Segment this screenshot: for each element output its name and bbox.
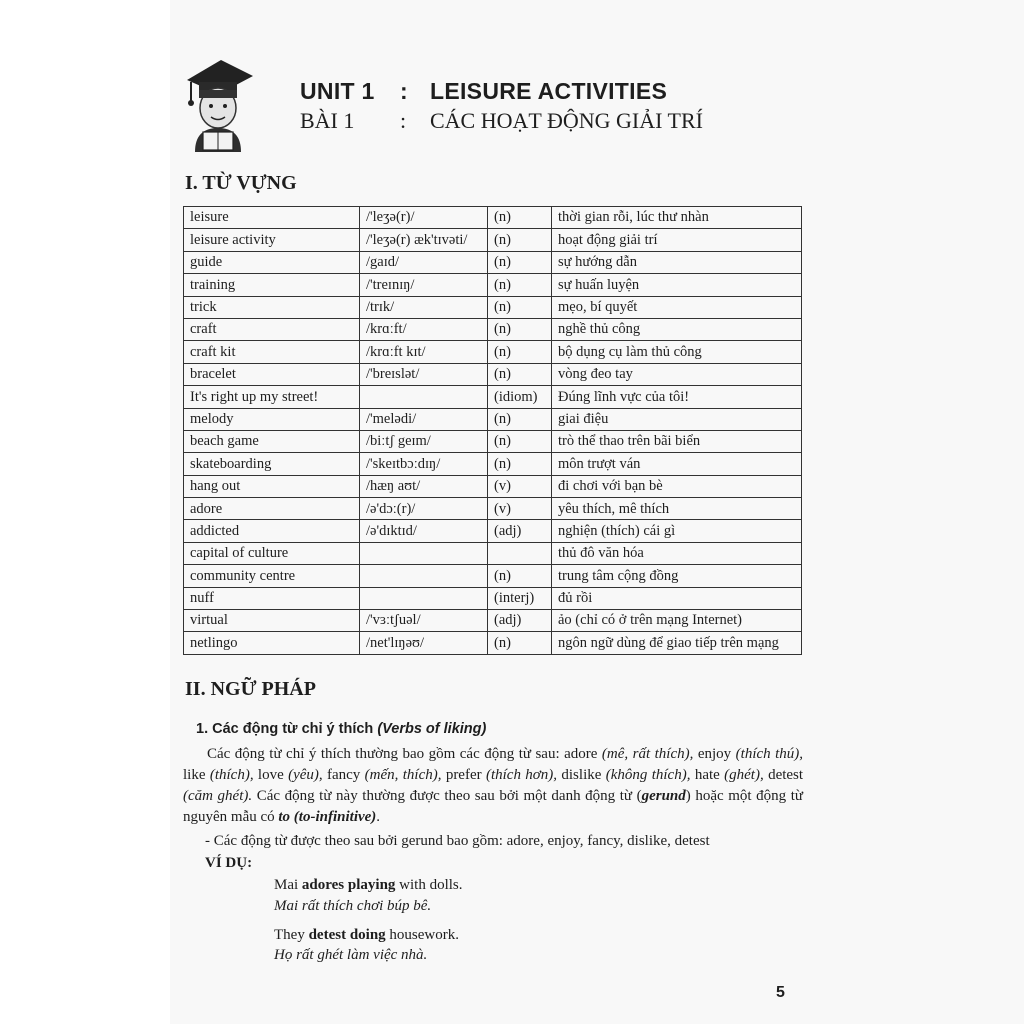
example-2-translation: Họ rất ghét làm việc nhà. <box>274 947 428 963</box>
vocab-word: community centre <box>184 565 360 587</box>
para-gloss: (yêu), <box>288 767 323 783</box>
vocab-ipa: /biːtʃ geɪm/ <box>360 430 488 452</box>
vocab-word: bracelet <box>184 363 360 385</box>
vocab-meaning: vòng đeo tay <box>552 363 802 385</box>
example-2-sentence <box>274 927 459 944</box>
vocab-type <box>488 542 552 564</box>
vocab-meaning: hoạt động giải trí <box>552 229 802 251</box>
graduate-mascot-icon <box>183 52 255 152</box>
para-gloss: (mến, thích), <box>364 767 442 783</box>
vocab-word: netlingo <box>184 632 360 654</box>
vocab-meaning: sự huấn luyện <box>552 274 802 296</box>
vocab-type: (n) <box>488 430 552 452</box>
subheading-number: 1. <box>196 721 209 737</box>
vocab-row <box>184 632 802 654</box>
vocab-row <box>184 207 802 229</box>
vocab-row <box>184 408 802 430</box>
vocab-row <box>184 296 802 318</box>
vocab-meaning: ảo (chỉ có ở trên mạng Internet) <box>552 610 802 632</box>
vocab-meaning: Đúng lĩnh vực của tôi! <box>552 386 802 408</box>
vocab-ipa: /krɑːft kɪt/ <box>360 341 488 363</box>
vocab-ipa: /ə'dɔː(r)/ <box>360 498 488 520</box>
vocab-type: (n) <box>488 363 552 385</box>
vocab-meaning: đi chơi với bạn bè <box>552 475 802 497</box>
vocab-word: capital of culture <box>184 542 360 564</box>
vocab-word: addicted <box>184 520 360 542</box>
example-text: Mai <box>274 877 299 893</box>
example-text: They <box>274 927 305 943</box>
para-gloss: (thích), <box>209 767 254 783</box>
vocab-type: (adj) <box>488 610 552 632</box>
para-gloss: (mê, rất thích), <box>601 746 694 762</box>
vocab-row <box>184 251 802 273</box>
lesson-title-line <box>300 108 703 134</box>
vocab-type: (n) <box>488 318 552 340</box>
verbs-of-liking-paragraph <box>183 744 803 828</box>
vocab-type: (n) <box>488 251 552 273</box>
vocabulary-heading: I. TỪ VỰNG <box>185 172 297 194</box>
vocab-word: adore <box>184 498 360 520</box>
vocab-ipa: /krɑːft/ <box>360 318 488 340</box>
vocab-ipa: /'skeɪtbɔːdɪŋ/ <box>360 453 488 475</box>
para-gloss: (không thích), <box>605 767 691 783</box>
vocab-ipa: /trɪk/ <box>360 296 488 318</box>
vocab-word: virtual <box>184 610 360 632</box>
vocab-type: (idiom) <box>488 386 552 408</box>
vocab-word: melody <box>184 408 360 430</box>
vocab-type: (v) <box>488 498 552 520</box>
para-text: fancy <box>327 767 361 783</box>
vocab-type: (interj) <box>488 587 552 609</box>
vocab-type: (n) <box>488 274 552 296</box>
unit-label: UNIT 1 <box>300 78 375 104</box>
vocab-row <box>184 565 802 587</box>
vocab-row <box>184 498 802 520</box>
vocab-ipa <box>360 565 488 587</box>
vocab-type: (n) <box>488 207 552 229</box>
vocab-meaning: trung tâm cộng đồng <box>552 565 802 587</box>
subheading-text: Các động từ chỉ ý thích <box>212 721 374 737</box>
example-text: housework. <box>389 927 459 943</box>
lesson-colon: : <box>400 108 407 133</box>
vocab-type: (n) <box>488 408 552 430</box>
para-text: enjoy <box>697 746 732 762</box>
para-text: like <box>183 767 206 783</box>
para-term: gerund <box>641 788 686 804</box>
vocab-ipa <box>360 386 488 408</box>
vocab-type: (n) <box>488 341 552 363</box>
vocab-meaning: bộ dụng cụ làm thủ công <box>552 341 802 363</box>
vocab-word: nuff <box>184 587 360 609</box>
example-1-sentence <box>274 877 463 894</box>
vocab-word: hang out <box>184 475 360 497</box>
para-text: love <box>257 767 284 783</box>
vocab-type: (n) <box>488 565 552 587</box>
vocab-meaning: môn trượt ván <box>552 453 802 475</box>
vocab-word: leisure activity <box>184 229 360 251</box>
vocab-row <box>184 587 802 609</box>
para-text: Các động từ chỉ ý thích thường bao gồm các động từ sau: adore <box>207 746 598 762</box>
vocab-row <box>184 475 802 497</box>
vocab-meaning: nghiện (thích) cái gì <box>552 520 802 542</box>
vocab-word: leisure <box>184 207 360 229</box>
vocab-ipa <box>360 587 488 609</box>
vocab-word: skateboarding <box>184 453 360 475</box>
para-gloss: (thích hơn), <box>485 767 558 783</box>
para-gloss: (thích thú), <box>735 746 804 762</box>
para-text: . <box>376 809 381 825</box>
vocab-row <box>184 318 802 340</box>
vocab-type: (n) <box>488 453 552 475</box>
para-text: ) hoặc một động từ nguyên mẫu có <box>183 788 804 825</box>
vocab-type: (n) <box>488 296 552 318</box>
gerund-verbs-bullet: - Các động từ được theo sau bởi gerund bao gồm: adore, enjoy, fancy, dislike, detest <box>205 833 710 849</box>
vocab-word: guide <box>184 251 360 273</box>
example-text: with dolls. <box>399 877 463 893</box>
grammar-heading: II. NGỮ PHÁP <box>185 678 316 700</box>
vocab-meaning: mẹo, bí quyết <box>552 296 802 318</box>
lesson-title: CÁC HOẠT ĐỘNG GIẢI TRÍ <box>430 108 703 133</box>
vocab-word: It's right up my street! <box>184 386 360 408</box>
vocab-row <box>184 520 802 542</box>
vocab-row <box>184 430 802 452</box>
page-number: 5 <box>776 984 785 1001</box>
vocab-ipa: /ə'dɪktɪd/ <box>360 520 488 542</box>
vocab-row <box>184 363 802 385</box>
vocab-ipa: /'treɪnɪŋ/ <box>360 274 488 296</box>
example-1-translation: Mai rất thích chơi búp bê. <box>274 898 432 914</box>
vocab-ipa <box>360 542 488 564</box>
vocab-type: (n) <box>488 229 552 251</box>
vocab-meaning: nghề thủ công <box>552 318 802 340</box>
lesson-label: BÀI 1 <box>300 108 355 133</box>
vocab-meaning: trò thể thao trên bãi biển <box>552 430 802 452</box>
para-gloss: (căm ghét). <box>183 788 253 804</box>
vocab-row <box>184 453 802 475</box>
vocab-type: (n) <box>488 632 552 654</box>
para-text: detest <box>768 767 804 783</box>
vocab-ipa: /'breɪslət/ <box>360 363 488 385</box>
vocab-row <box>184 274 802 296</box>
grammar-subheading <box>196 721 486 737</box>
vocab-meaning: giai điệu <box>552 408 802 430</box>
vocab-meaning: thời gian rỗi, lúc thư nhàn <box>552 207 802 229</box>
subheading-english: (Verbs of liking) <box>377 721 487 737</box>
example-bold: detest doing <box>308 927 386 943</box>
vocab-word: training <box>184 274 360 296</box>
vocab-row <box>184 386 802 408</box>
unit-title: LEISURE ACTIVITIES <box>430 78 668 104</box>
vocab-word: trick <box>184 296 360 318</box>
vocab-word: beach game <box>184 430 360 452</box>
vocab-meaning: đủ rồi <box>552 587 802 609</box>
vocab-ipa: /'melədi/ <box>360 408 488 430</box>
para-text: prefer <box>445 767 482 783</box>
example-bold: adores playing <box>301 877 396 893</box>
vocab-meaning: sự hướng dẫn <box>552 251 802 273</box>
vocab-meaning: thủ đô văn hóa <box>552 542 802 564</box>
vocab-row <box>184 610 802 632</box>
vocab-ipa: /'vɜːtʃuəl/ <box>360 610 488 632</box>
para-gloss: (ghét), <box>724 767 764 783</box>
para-text: dislike <box>561 767 602 783</box>
vocab-ipa: /hæŋ aʊt/ <box>360 475 488 497</box>
vocab-ipa: /gaɪd/ <box>360 251 488 273</box>
vocab-ipa: /net'lɪŋəʊ/ <box>360 632 488 654</box>
example-label: VÍ DỤ: <box>205 855 253 871</box>
vocab-meaning: yêu thích, mê thích <box>552 498 802 520</box>
para-term: to (to-infinitive) <box>278 809 377 825</box>
vocab-meaning: ngôn ngữ dùng để giao tiếp trên mạng <box>552 632 802 654</box>
vocabulary-table <box>183 206 802 655</box>
vocab-row <box>184 341 802 363</box>
vocab-row <box>184 229 802 251</box>
para-text: hate <box>694 767 720 783</box>
vocab-word: craft <box>184 318 360 340</box>
vocab-type: (adj) <box>488 520 552 542</box>
unit-colon: : <box>400 78 408 104</box>
vocab-row <box>184 542 802 564</box>
vocab-ipa: /'leʒə(r)/ <box>360 207 488 229</box>
vocab-type: (v) <box>488 475 552 497</box>
para-text: Các động từ này thường được theo sau bởi một danh động từ ( <box>256 788 642 804</box>
vocab-word: craft kit <box>184 341 360 363</box>
vocab-ipa: /'leʒə(r) æk'tɪvəti/ <box>360 229 488 251</box>
unit-title-line <box>300 78 668 105</box>
